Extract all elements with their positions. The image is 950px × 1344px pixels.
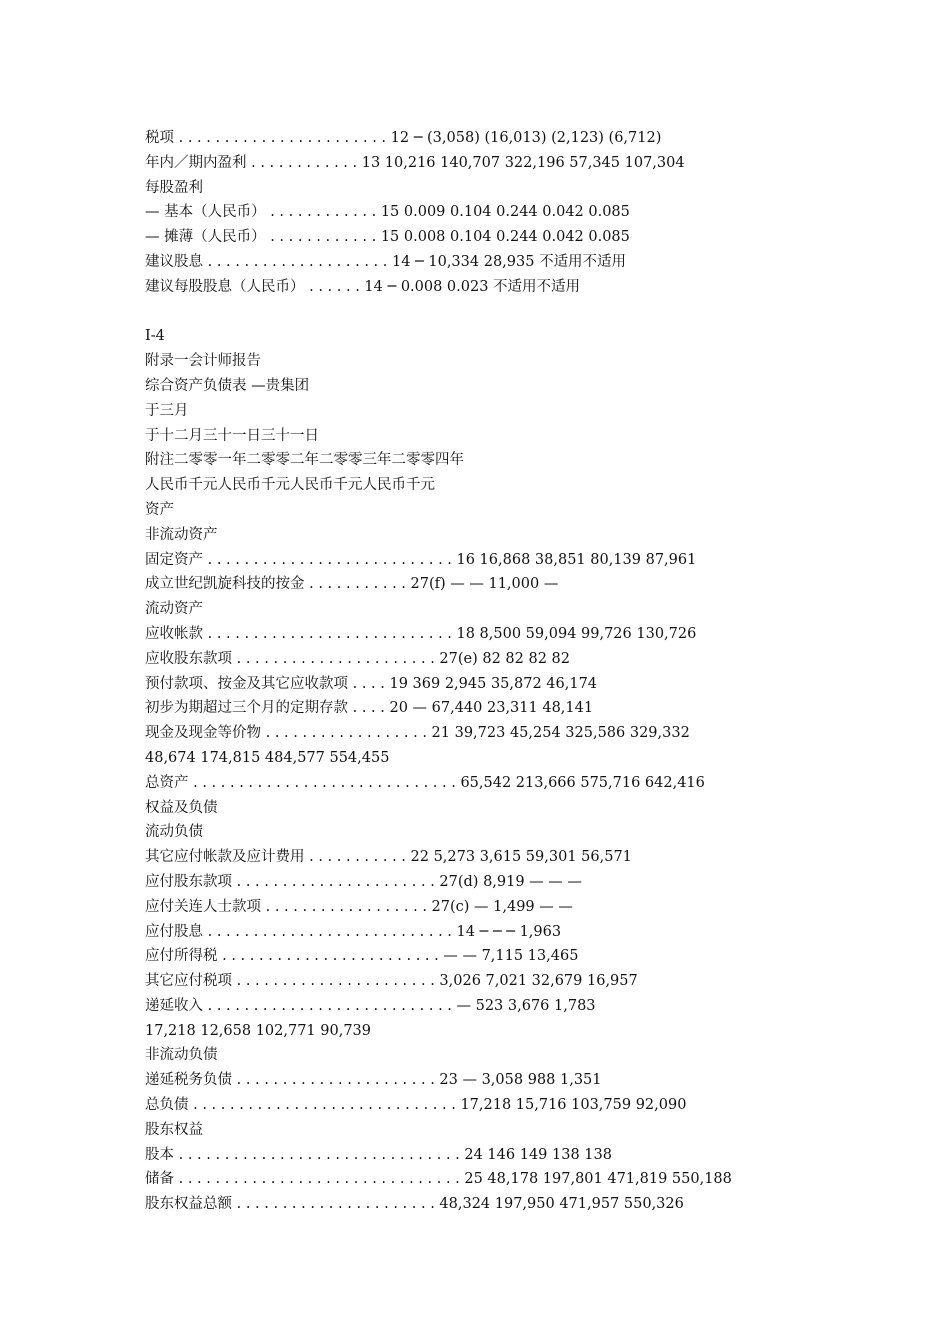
text-line: — 基本（人民币） . . . . . . . . . . . . 15 0.009 0.104 0.244 0.042 0.085: [145, 204, 630, 221]
table-row: 应收股东款项 . . . . . . . . . . . . . . . . . . . . . . 27(e) 82 82 82 82: [145, 650, 570, 667]
section-heading: 股东权益: [145, 1121, 203, 1138]
section-heading: 权益及负债: [145, 799, 218, 816]
text-line: 建议每股股息（人民币） . . . . . . 14 ─ 0.008 0.023 不适用不适用: [145, 278, 581, 295]
table-row: 应付股息 . . . . . . . . . . . . . . . . . . . . . . . . . . . 14 ─ ─ ─ 1,963: [145, 923, 562, 940]
blank-line: [145, 300, 925, 325]
table-row: 递延收入 . . . . . . . . . . . . . . . . . . . . . . . . . . . — 523 3,676 1,783: [145, 997, 596, 1014]
document-page: [145, 126, 925, 1217]
table-row: 固定资产 . . . . . . . . . . . . . . . . . . . . . . . . . . . 16 16,868 38,851 80,139 87,961: [145, 551, 697, 568]
text-line: 税项 . . . . . . . . . . . . . . . . . . . . . . . 12 ─ (3,058) (16,013) (2,123) (6,712): [145, 130, 662, 146]
text-line: 年内／期内盈利 . . . . . . . . . . . . 13 10,216 140,707 322,196 57,345 107,304: [145, 154, 685, 171]
page-number: I-4: [145, 328, 165, 345]
section-heading: 资产: [145, 501, 174, 518]
table-row: 股东权益总额 . . . . . . . . . . . . . . . . . . . . . . 48,324 197,950 471,957 550,326: [145, 1196, 684, 1213]
column-header: 于三月: [145, 402, 189, 419]
section-heading: 非流动资产: [145, 526, 218, 543]
table-row: 总负债 . . . . . . . . . . . . . . . . . . . . . . . . . . . . . 17,218 15,716 103,759 92,090: [145, 1097, 687, 1114]
column-header: 人民币千元人民币千元人民币千元人民币千元: [145, 477, 435, 494]
table-row: 储备 . . . . . . . . . . . . . . . . . . . . . . . . . . . . . . . 25 48,178 197,801 471,819 550,188: [145, 1171, 732, 1188]
table-row: 总资产 . . . . . . . . . . . . . . . . . . . . . . . . . . . . . 65,542 213,666 575,716 642,416: [145, 774, 705, 791]
table-row: 预付款项、按金及其它应收款项 . . . . 19 369 2,945 35,872 46,174: [145, 675, 598, 692]
table-row: 应付关连人士款项 . . . . . . . . . . . . . . . . . . 27(c) — 1,499 — —: [145, 898, 573, 915]
table-row: 应付股东款项 . . . . . . . . . . . . . . . . . . . . . . 27(d) 8,919 — — —: [145, 873, 582, 890]
column-header: 于十二月三十一日三十一日: [145, 427, 319, 444]
section-heading: 非流动负债: [145, 1047, 218, 1064]
column-header: 附注二零零一年二零零二年二零零三年二零零四年: [145, 452, 464, 469]
table-row: 现金及现金等价物 . . . . . . . . . . . . . . . . . . 21 39,723 45,254 325,586 329,332: [145, 725, 690, 742]
table-row: 其它应付税项 . . . . . . . . . . . . . . . . . . . . . . 3,026 7,021 32,679 16,957: [145, 973, 638, 990]
table-row: 应付所得税 . . . . . . . . . . . . . . . . . . . . . . . . — — 7,115 13,465: [145, 948, 579, 965]
table-row: 其它应付帐款及应计费用 . . . . . . . . . . . 22 5,273 3,615 59,301 56,571: [145, 849, 632, 866]
text-line: — 摊薄（人民币） . . . . . . . . . . . . 15 0.008 0.104 0.244 0.042 0.085: [145, 229, 630, 246]
section-title: 综合资产负债表 —贵集团: [145, 377, 310, 394]
text-line: 建议股息 . . . . . . . . . . . . . . . . . . . . 14 ─ 10,334 28,935 不适用不适用: [145, 253, 627, 270]
table-row: 成立世纪凯旋科技的按金 . . . . . . . . . . . 27(f) — — 11,000 —: [145, 576, 559, 593]
table-row: 初步为期超过三个月的定期存款 . . . . 20 — 67,440 23,311 48,141: [145, 700, 594, 717]
table-row: 应收帐款 . . . . . . . . . . . . . . . . . . . . . . . . . . . 18 8,500 59,094 99,726 130,726: [145, 625, 697, 642]
section-heading: 流动负债: [145, 824, 203, 841]
table-row: 股本 . . . . . . . . . . . . . . . . . . . . . . . . . . . . . . . 24 146 149 138 138: [145, 1146, 612, 1163]
section-heading: 流动资产: [145, 601, 203, 618]
text-line: 每股盈利: [145, 179, 203, 196]
subtotal-row: 48,674 174,815 484,577 554,455: [145, 749, 390, 766]
table-row: 递延税务负债 . . . . . . . . . . . . . . . . . . . . . . 23 — 3,058 988 1,351: [145, 1072, 602, 1089]
subtotal-row: 17,218 12,658 102,771 90,739: [145, 1022, 371, 1039]
appendix-title: 附录一会计师报告: [145, 353, 261, 370]
